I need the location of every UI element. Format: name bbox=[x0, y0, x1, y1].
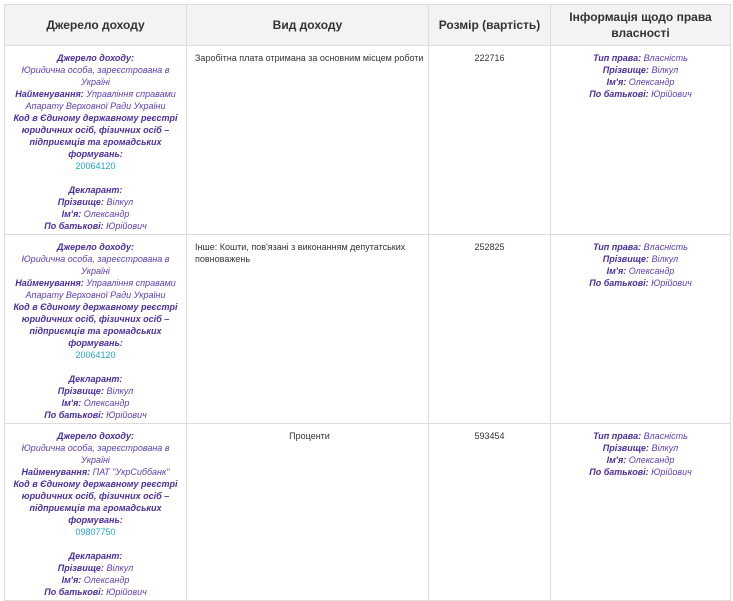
surname-label: Прізвище: bbox=[602, 254, 649, 264]
ownership-cell bbox=[551, 46, 731, 235]
code-label: Код в Єдиному державному реєстрі юридичних осіб, фізичних осіб – підприємців та громадських формувань: bbox=[13, 113, 178, 159]
surname-label: Прізвище: bbox=[57, 197, 104, 207]
income-kind-cell: Проценти bbox=[187, 424, 429, 601]
first-name-label: Ім'я: bbox=[606, 266, 627, 276]
edrpou-code-link[interactable]: 20064120 bbox=[75, 350, 116, 360]
surname-value: Вілкул bbox=[651, 254, 679, 264]
income-table bbox=[4, 4, 731, 601]
source-label: Джерело доходу: bbox=[57, 53, 134, 63]
patronymic-value: Юрійович bbox=[651, 278, 692, 288]
header-kind: Вид доходу bbox=[187, 5, 429, 46]
income-source-cell bbox=[5, 46, 187, 235]
patronymic-value: Юрійович bbox=[651, 467, 692, 477]
right-type-label: Тип права: bbox=[593, 242, 642, 252]
patronymic-label: По батькові: bbox=[44, 221, 104, 231]
first-name-value: Олександр bbox=[83, 575, 130, 585]
name-label: Найменування: bbox=[15, 89, 84, 99]
header-row bbox=[5, 5, 731, 46]
surname-value: Вілкул bbox=[651, 65, 679, 75]
table-row bbox=[5, 424, 731, 601]
first-name-label: Ім'я: bbox=[606, 77, 627, 87]
right-type-label: Тип права: bbox=[593, 431, 642, 441]
ownership-cell bbox=[551, 424, 731, 601]
declarant-label: Декларант: bbox=[68, 551, 123, 561]
declarant-label: Декларант: bbox=[68, 185, 123, 195]
patronymic-label: По батькові: bbox=[44, 410, 104, 420]
first-name-label: Ім'я: bbox=[606, 455, 627, 465]
first-name-value: Олександр bbox=[83, 398, 130, 408]
name-label: Найменування: bbox=[21, 467, 91, 477]
first-name-value: Олександр bbox=[628, 455, 675, 465]
code-label: Код в Єдиному державному реєстрі юридичних осіб, фізичних осіб – підприємців та громадських формувань: bbox=[13, 302, 178, 348]
income-source-cell bbox=[5, 235, 187, 424]
code-label: Код в Єдиному державному реєстрі юридичних осіб, фізичних осіб – підприємців та громадських формувань: bbox=[13, 479, 178, 525]
source-label: Джерело доходу: bbox=[57, 431, 134, 441]
right-type-value: Власність bbox=[643, 242, 688, 252]
surname-label: Прізвище: bbox=[57, 386, 104, 396]
right-type-value: Власність bbox=[643, 53, 688, 63]
first-name-value: Олександр bbox=[628, 266, 675, 276]
surname-value: Вілкул bbox=[106, 386, 134, 396]
surname-value: Вілкул bbox=[651, 443, 679, 453]
income-kind-cell: Заробітна плата отримана за основним місцем роботи bbox=[187, 46, 429, 235]
income-amount-cell: 593454 bbox=[429, 424, 551, 601]
patronymic-label: По батькові: bbox=[589, 467, 649, 477]
surname-label: Прізвище: bbox=[602, 65, 649, 75]
patronymic-label: По батькові: bbox=[44, 587, 104, 597]
income-amount-cell: 252825 bbox=[429, 235, 551, 424]
surname-label: Прізвище: bbox=[57, 563, 104, 573]
table-row bbox=[5, 46, 731, 235]
patronymic-label: По батькові: bbox=[589, 89, 649, 99]
first-name-label: Ім'я: bbox=[61, 209, 82, 219]
patronymic-label: По батькові: bbox=[589, 278, 649, 288]
name-label: Найменування: bbox=[15, 278, 84, 288]
patronymic-value: Юрійович bbox=[106, 410, 147, 420]
source-label: Джерело доходу: bbox=[57, 242, 134, 252]
table-row bbox=[5, 235, 731, 424]
first-name-value: Олександр bbox=[628, 77, 675, 87]
patronymic-value: Юрійович bbox=[106, 221, 147, 231]
source-name: Управління справами Апарату Верховної Ради України bbox=[25, 89, 176, 111]
first-name-label: Ім'я: bbox=[61, 575, 82, 585]
declarant-label: Декларант: bbox=[68, 374, 123, 384]
source-type: Юридична особа, зареєстрована в Україні bbox=[21, 65, 170, 87]
income-source-cell bbox=[5, 424, 187, 601]
first-name-label: Ім'я: bbox=[61, 398, 82, 408]
income-amount-cell: 222716 bbox=[429, 46, 551, 235]
edrpou-code-link[interactable]: 09807750 bbox=[75, 527, 116, 537]
edrpou-code-link[interactable]: 20064120 bbox=[75, 161, 116, 171]
header-amount: Розмір (вартість) bbox=[429, 5, 551, 46]
right-type-value: Власність bbox=[643, 431, 688, 441]
source-type: Юридична особа, зареєстрована в Україні bbox=[21, 443, 170, 465]
patronymic-value: Юрійович bbox=[651, 89, 692, 99]
header-ownership: Інформація щодо права власності bbox=[551, 5, 731, 46]
surname-value: Вілкул bbox=[106, 197, 134, 207]
right-type-label: Тип права: bbox=[593, 53, 642, 63]
patronymic-value: Юрійович bbox=[106, 587, 147, 597]
source-type: Юридична особа, зареєстрована в Україні bbox=[21, 254, 170, 276]
header-source: Джерело доходу bbox=[5, 5, 187, 46]
first-name-value: Олександр bbox=[83, 209, 130, 219]
surname-label: Прізвище: bbox=[602, 443, 649, 453]
ownership-cell bbox=[551, 235, 731, 424]
source-name: ПАТ "УкрСиббанк" bbox=[92, 467, 170, 477]
income-kind-cell: Інше: Кошти, пов'язані з виконанням депутатських повноважень bbox=[187, 235, 429, 424]
surname-value: Вілкул bbox=[106, 563, 134, 573]
source-name: Управління справами Апарату Верховної Ради України bbox=[25, 278, 176, 300]
